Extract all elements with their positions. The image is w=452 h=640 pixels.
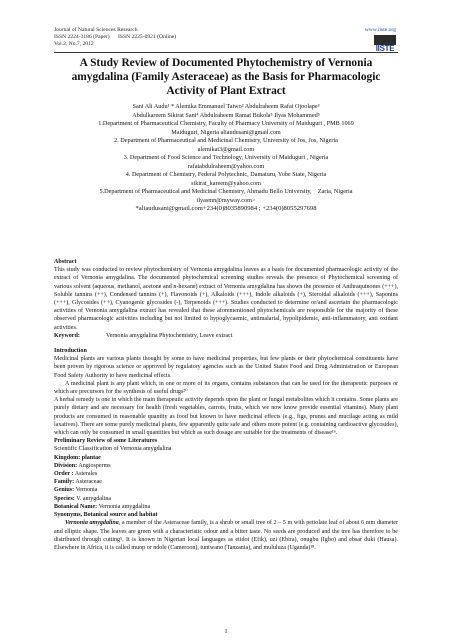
classification-value: Asterales xyxy=(74,471,98,478)
keywords-line xyxy=(54,332,398,340)
abstract-heading: Abstract xyxy=(54,259,77,265)
journal-issn: ISSN 2224-3186 (Paper) ISSN 2225-0921 (Online) xyxy=(54,34,177,40)
iiste-logo xyxy=(374,35,396,51)
affiliation-line: 3. Department of Food Science and Technology, University of Maiduguri , Nigeria xyxy=(123,154,329,161)
intro-paragraph: A herbal remedy is one in which the main therapeutic activity depends upon the plant or fungal metabolites which it contains. Some plants are purely dietary and are necessary for health (fresh vegetables, carrots, fruits, which we now know provide essential vitamins). Many plant products are consumed in reasonable quantity as food but known to have medicinal effects (e.g., figs, prunes and mucilage acting as mild laxatives). There are some purely medicinal plants, few apparently quite safe and others more potent (e.g. containing cardioactive glycosides), which can only be consumed in small quantities but which as such dosage are suitable for the treatments of disease¹⁶. xyxy=(54,397,398,437)
classification-label: Division: xyxy=(54,462,78,469)
journal-volume: Vol.2, No.7, 2012 xyxy=(54,41,94,47)
affiliation-line: 1.Department of Pharmaceutical Chemistry, Faculty of Pharmacy University of Maiduguri , PMB 1069 xyxy=(98,120,354,127)
affiliation-email: ilyasmn@myway.com> xyxy=(196,196,256,204)
classification-label: Botanical Name: xyxy=(54,503,98,510)
affiliation-line: Maiduguri, Nigeria aliaudusani@gmail.com xyxy=(171,128,281,136)
classification-value: Vernonia xyxy=(75,487,98,494)
classification-value: V. amygdalina xyxy=(76,495,112,502)
species-name: Vernonia amygdalina xyxy=(65,520,119,527)
intro-paragraph: A medicinal plant is any plant which, in one or more of its organs, contains substances that can be used for the therapeutic purposes or which are precursors for the synthesis of useful drugs²⁰ xyxy=(54,380,398,396)
classification-row xyxy=(54,486,398,494)
author-names: Sani Ali Audu¹ * Alemika Emmanuel Taiwo² Abdulraheem Rafat Ojoolape³ xyxy=(132,103,320,110)
synonyms-paragraph xyxy=(54,519,398,552)
keywords-label: Keyword: xyxy=(54,332,80,339)
logo-text: IISTE xyxy=(375,44,395,53)
classification-value: Angiosperms xyxy=(78,462,111,469)
journal-url-link[interactable]: www.iiste.org xyxy=(364,27,396,33)
intro-paragraph: Medicinal plants are various plants thought by some to have medicinal properties, but few plants or their phytochemical constituents have been proven by rigorous science or approved by regulatory agencies such as the United States Food and Drug Administration or European Food Safety Authority to have medicinal effects. xyxy=(54,356,398,379)
introduction-heading: Introduction xyxy=(54,348,87,355)
classification-row xyxy=(54,495,398,503)
prelim-heading: Preliminary Review of some Literatures xyxy=(54,438,158,445)
synonyms-heading: Synonyms, Botanical source and habitat xyxy=(54,512,158,519)
affiliation-email: sikirat_kareem@yahoo.com xyxy=(191,179,261,187)
classification-row xyxy=(54,503,398,511)
classification-row xyxy=(54,470,398,478)
classification-label: Species: xyxy=(54,495,75,502)
affiliation-line: 4. Department of Chemistry, Federal Polytechnic, Damaturu, Yobe State, Nigeria xyxy=(125,171,327,178)
title-line: Activity of Plant Extract xyxy=(166,84,286,97)
affiliation-email: alemikat3@gmail.com xyxy=(197,145,255,153)
journal-header xyxy=(54,27,176,48)
classification-label: Order : xyxy=(54,471,74,478)
paper-body xyxy=(54,258,398,552)
title-line: A Study Review of Documented Phytochemistry of Vernonia xyxy=(79,57,373,69)
classification-row xyxy=(54,462,398,470)
classification-label: Family: xyxy=(54,479,75,486)
classification-heading: Scientific Classification of Vernonia amygdalina xyxy=(54,446,172,453)
abstract-text: This study was conducted to review phytochemistry of Vernonia amygdalina leaves as a basis for documented pharmacologic activity of the extract of Vernonia amygdalina. The documented phytochemical screening studies reveals the presence of Phytochemical screening of various solvent (aqueous, methanol, acetone and n-hexane) extract of Vernonia amygdalina has shown the presence of Anthraquinones (+++), Soluble tannins (++), Condensed tannins (+), Flavonoids (+), Alkaloids (+++), Indole alkaloids (+), Steroidal alkaloids (+++), Saponins (+++), Glycosides (++), Cyanogenic glycosides (-), Terpenoids (+++). Studies conducted to determine or/and ascertain the pharmacologic activities of Vernonia amygdalina extract has revealed that these aforementioned phytochemicals are responsible for the majority of these observed pharmacologic activities including but not limited to hypoglycaemic, antimalarial, hypolipidemic, anti-inflammatory, anti oxidant activities. xyxy=(54,267,398,331)
classification-row xyxy=(54,478,398,486)
classification-value: Asteraceae xyxy=(75,479,102,486)
paper-title xyxy=(54,57,398,98)
title-line: amygdalina (Family Asteraceae) as the Basis for Pharmacologic xyxy=(71,70,381,83)
affiliation-line: 5.Department of Pharmaceutical and Medicinal Chemistry, Ahmadu Bello University, Zaria, Nigeria xyxy=(99,188,353,195)
keywords-value: Vernonia amygdalina Phytochemistry, Leave extract xyxy=(106,332,233,339)
header-divider xyxy=(54,52,398,53)
author-block xyxy=(54,103,398,214)
journal-name: Journal of Natural Sciences Research xyxy=(54,27,138,33)
corresponding-contact: *aliaudusani@gmail.com+234(0)8035890984 ; +234(0)8055297698 xyxy=(135,205,317,212)
classification-row xyxy=(54,454,398,462)
page-number: 1 xyxy=(224,629,228,635)
classification-label: Kingdom: plantae xyxy=(54,454,101,461)
classification-value: Vernonia amygdalina xyxy=(98,503,151,510)
author-names: Abdulkareem Sikirat Sani⁴ Abdulraheem Ramat Bukola⁵ Ilyas Mohammed⁵ xyxy=(132,111,320,119)
classification-label: Genius: xyxy=(54,487,75,494)
synonyms-text: , a member of the Asteraceae family, is a shrub or small tree of 2 – 5 m with petiolate leaf of about 6 mm diameter and elliptic shape. The leaves are green with a characteristic odour and a bitter taste. No seeds are produced and the tree has therefore to be distributed through cutting⁵. It is known in Nigerian local languages as etidot (Efik), uzi (Ebira), onugbu (Igbo) and ebsar duki (Hausa). Elsewhere in Africa, it is called muop or ndole (Cameroon), tuntwano (Tanzania), and mululuza (Uganda)¹⁸. xyxy=(54,520,398,551)
affiliation-email: rafatabdulraheem@yahoo.com xyxy=(187,162,265,170)
affiliation-line: 2. Department of Pharmaceutical and Medicinal Chemistry, University of Jos, Jos, Nigeria xyxy=(114,137,338,144)
